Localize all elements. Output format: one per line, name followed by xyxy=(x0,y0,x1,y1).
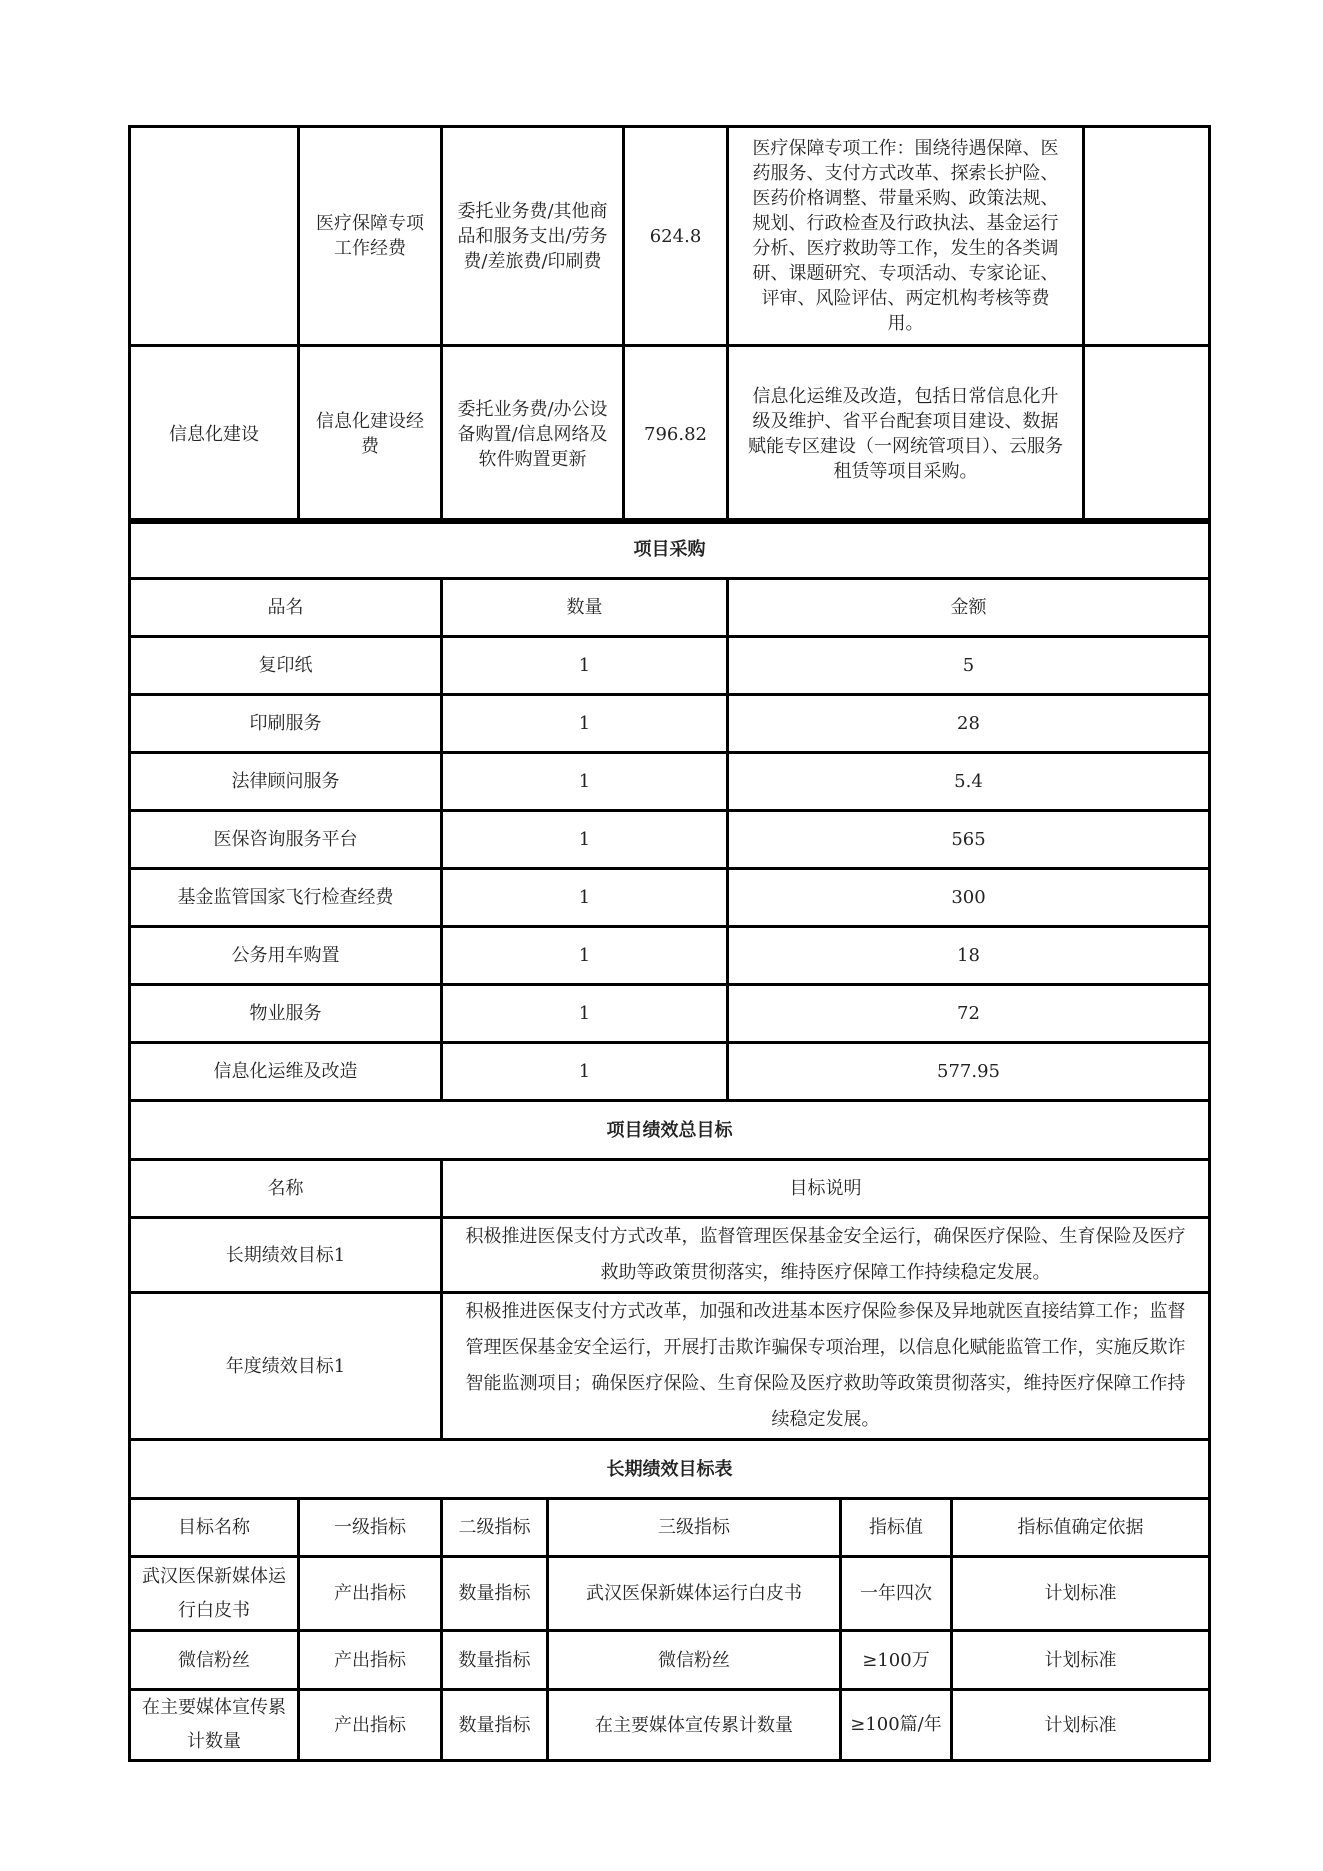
procurement-row xyxy=(130,637,1210,695)
procurement-header-row xyxy=(130,579,1210,637)
column-header: 三级指标 xyxy=(548,1499,841,1557)
level2-indicator: 数量指标 xyxy=(442,1557,548,1631)
indicator-basis: 计划标准 xyxy=(952,1557,1210,1631)
procurement-row xyxy=(130,753,1210,811)
level3-indicator: 微信粉丝 xyxy=(548,1631,841,1690)
goal-row xyxy=(130,1218,1210,1293)
level1-indicator: 产出指标 xyxy=(299,1557,442,1631)
item-name: 医保咨询服务平台 xyxy=(130,811,442,869)
item-qty: 1 xyxy=(442,695,728,753)
item-qty: 1 xyxy=(442,869,728,927)
item-name: 复印纸 xyxy=(130,637,442,695)
item-amount: 5.4 xyxy=(728,753,1210,811)
goal-name: 微信粉丝 xyxy=(130,1631,299,1690)
procurement-row xyxy=(130,869,1210,927)
procurement-row xyxy=(130,985,1210,1043)
goals-header-row xyxy=(130,1160,1210,1218)
procurement-row xyxy=(130,811,1210,869)
item-name: 公务用车购置 xyxy=(130,927,442,985)
column-header: 二级指标 xyxy=(442,1499,548,1557)
column-header: 金额 xyxy=(728,579,1210,637)
column-header: 一级指标 xyxy=(299,1499,442,1557)
level3-indicator: 武汉医保新媒体运行白皮书 xyxy=(548,1557,841,1631)
procurement-title: 项目采购 xyxy=(130,520,1210,579)
budget-item: 信息化建设经费 xyxy=(299,346,442,523)
procurement-table xyxy=(128,518,1208,1762)
item-amount: 5 xyxy=(728,637,1210,695)
goal-name: 在主要媒体宣传累计数量 xyxy=(130,1690,299,1761)
budget-description: 医疗保障专项工作：围绕待遇保障、医药服务、支付方式改革、探索长护险、医药价格调整、带量采购、政策法规、规划、行政检查及行政执法、基金运行分析、医疗救助等工作，发生的各类调研、课题研究、专项活动、专家论证、评审、风险评估、两定机构考核等费用。 xyxy=(728,127,1084,346)
level2-indicator: 数量指标 xyxy=(442,1690,548,1761)
item-amount: 565 xyxy=(728,811,1210,869)
procurement-row xyxy=(130,695,1210,753)
column-header: 目标名称 xyxy=(130,1499,299,1557)
long-term-row xyxy=(130,1557,1210,1631)
item-qty: 1 xyxy=(442,637,728,695)
item-qty: 1 xyxy=(442,753,728,811)
budget-category xyxy=(130,127,299,346)
budget-expense-type: 委托业务费/办公设备购置/信息网络及软件购置更新 xyxy=(442,346,624,523)
budget-remark xyxy=(1084,127,1210,346)
item-amount: 18 xyxy=(728,927,1210,985)
goal-name: 武汉医保新媒体运行白皮书 xyxy=(130,1557,299,1631)
item-amount: 300 xyxy=(728,869,1210,927)
budget-remark xyxy=(1084,346,1210,523)
column-header: 目标说明 xyxy=(442,1160,1210,1218)
long-term-row xyxy=(130,1690,1210,1761)
indicator-basis: 计划标准 xyxy=(952,1631,1210,1690)
goal-name: 长期绩效目标1 xyxy=(130,1218,442,1293)
indicator-value: ≥100万 xyxy=(841,1631,952,1690)
indicator-value: 一年四次 xyxy=(841,1557,952,1631)
column-header: 指标值 xyxy=(841,1499,952,1557)
item-qty: 1 xyxy=(442,985,728,1043)
budget-row xyxy=(130,127,1210,346)
column-header: 数量 xyxy=(442,579,728,637)
budget-item: 医疗保障专项工作经费 xyxy=(299,127,442,346)
item-qty: 1 xyxy=(442,811,728,869)
item-qty: 1 xyxy=(442,1043,728,1101)
item-amount: 577.95 xyxy=(728,1043,1210,1101)
item-name: 基金监管国家飞行检查经费 xyxy=(130,869,442,927)
budget-row xyxy=(130,346,1210,523)
item-amount: 28 xyxy=(728,695,1210,753)
item-name: 物业服务 xyxy=(130,985,442,1043)
column-header: 品名 xyxy=(130,579,442,637)
long-term-header-row xyxy=(130,1499,1210,1557)
budget-amount: 624.8 xyxy=(624,127,728,346)
budget-expense-type: 委托业务费/其他商品和服务支出/劳务费/差旅费/印刷费 xyxy=(442,127,624,346)
item-name: 法律顾问服务 xyxy=(130,753,442,811)
level3-indicator: 在主要媒体宣传累计数量 xyxy=(548,1690,841,1761)
indicator-value: ≥100篇/年 xyxy=(841,1690,952,1761)
item-qty: 1 xyxy=(442,927,728,985)
item-name: 信息化运维及改造 xyxy=(130,1043,442,1101)
item-name: 印刷服务 xyxy=(130,695,442,753)
goal-text: 积极推进医保支付方式改革，监督管理医保基金安全运行，确保医疗保险、生育保险及医疗救助等政策贯彻落实，维持医疗保障工作持续稳定发展。 xyxy=(442,1218,1210,1293)
item-amount: 72 xyxy=(728,985,1210,1043)
goal-text: 积极推进医保支付方式改革，加强和改进基本医疗保险参保及异地就医直接结算工作；监督管理医保基金安全运行，开展打击欺诈骗保专项治理，以信息化赋能监管工作，实施反欺诈智能监测项目；确保医疗保险、生育保险及医疗救助等政策贯彻落实，维持医疗保障工作持续稳定发展。 xyxy=(442,1293,1210,1440)
long-term-title: 长期绩效目标表 xyxy=(130,1440,1210,1499)
level2-indicator: 数量指标 xyxy=(442,1631,548,1690)
budget-amount: 796.82 xyxy=(624,346,728,523)
indicator-basis: 计划标准 xyxy=(952,1690,1210,1761)
procurement-row xyxy=(130,1043,1210,1101)
column-header: 指标值确定依据 xyxy=(952,1499,1210,1557)
overall-goals-title: 项目绩效总目标 xyxy=(130,1101,1210,1160)
goal-row xyxy=(130,1293,1210,1440)
level1-indicator: 产出指标 xyxy=(299,1690,442,1761)
procurement-row xyxy=(130,927,1210,985)
goal-name: 年度绩效目标1 xyxy=(130,1293,442,1440)
column-header: 名称 xyxy=(130,1160,442,1218)
budget-category: 信息化建设 xyxy=(130,346,299,523)
level1-indicator: 产出指标 xyxy=(299,1631,442,1690)
budget-table xyxy=(128,125,1208,524)
long-term-row xyxy=(130,1631,1210,1690)
budget-description: 信息化运维及改造，包括日常信息化升级及维护、省平台配套项目建设、数据赋能专区建设（一网统管项目）、云服务租赁等项目采购。 xyxy=(728,346,1084,523)
